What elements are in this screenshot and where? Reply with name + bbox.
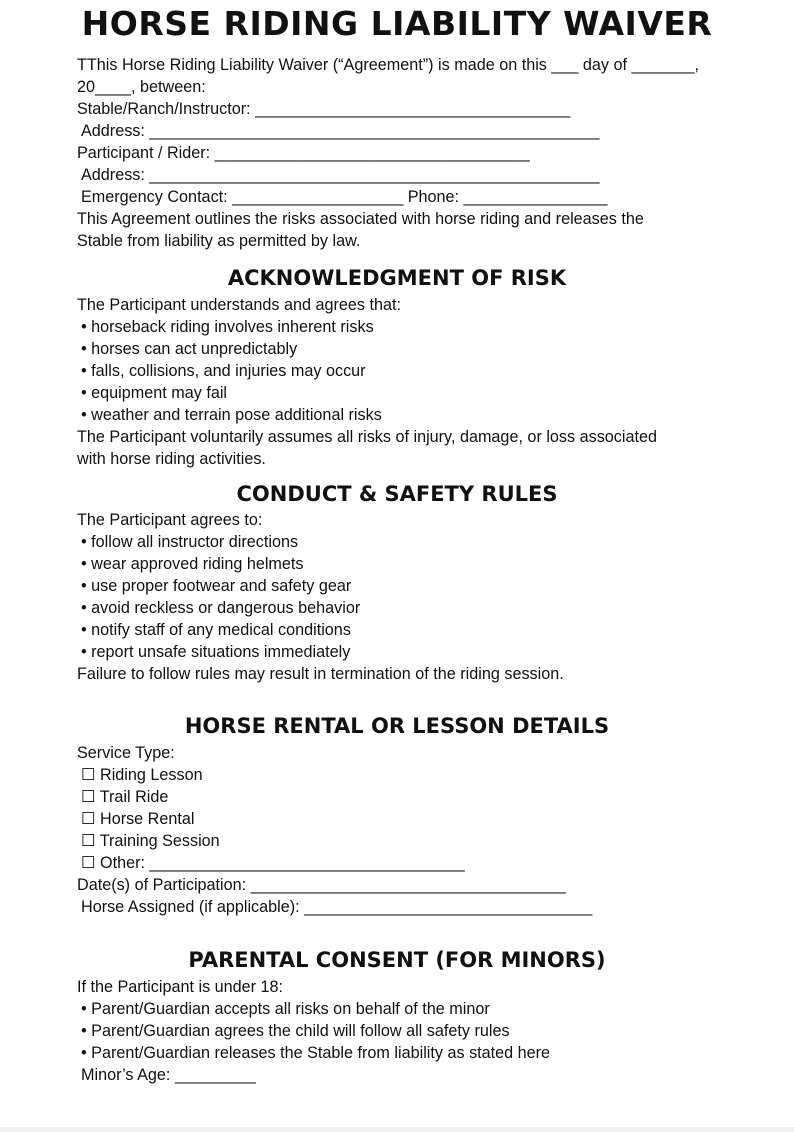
risk-item: • falls, collisions, and injuries may occur <box>81 362 366 380</box>
parental-item: • Parent/Guardian releases the Stable from liability as stated here <box>81 1044 551 1062</box>
intro-summary-line-1: This Agreement outlines the risks associated with horse riding and releases the <box>77 210 644 228</box>
risk-lead: The Participant understands and agrees that: <box>77 296 401 314</box>
stable-field: Stable/Ranch/Instructor: ___________________________________ <box>77 100 571 118</box>
intro-line-2: 20____, between: <box>77 78 206 96</box>
parental-item: • Parent/Guardian accepts all risks on behalf of the minor <box>81 1000 490 1018</box>
conduct-item: • report unsafe situations immediately <box>81 643 351 661</box>
participation-dates-field: Date(s) of Participation: ___________________________________ <box>77 876 566 894</box>
service-option-training-session: ☐ Training Session <box>81 832 220 850</box>
page-bottom-edge <box>0 1127 794 1132</box>
service-option-other: ☐ Other: ___________________________________ <box>81 854 465 872</box>
parental-item: • Parent/Guardian agrees the child will follow all safety rules <box>81 1022 510 1040</box>
minor-age-field: Minor’s Age: _________ <box>81 1066 256 1084</box>
service-option-riding-lesson: ☐ Riding Lesson <box>81 766 203 784</box>
conduct-heading: CONDUCT & SAFETY RULES <box>236 482 558 506</box>
service-option-trail-ride: ☐ Trail Ride <box>81 788 169 806</box>
risk-item: • horses can act unpredictably <box>81 340 298 358</box>
conduct-item: • follow all instructor directions <box>81 533 299 551</box>
participant-address-field: Address: __________________________________________________ <box>81 166 600 184</box>
conduct-item: • wear approved riding helmets <box>81 555 304 573</box>
intro-line-1: TThis Horse Riding Liability Waiver (“Agreement”) is made on this ___ day of _______, <box>77 56 700 74</box>
participant-field: Participant / Rider: ___________________________________ <box>77 144 530 162</box>
stable-address-field: Address: __________________________________________________ <box>81 122 600 140</box>
rental-heading: HORSE RENTAL OR LESSON DETAILS <box>184 714 610 738</box>
intro-summary-line-2: Stable from liability as permitted by law. <box>77 232 361 250</box>
horse-assigned-field: Horse Assigned (if applicable): ________________________________ <box>81 898 593 916</box>
service-option-horse-rental: ☐ Horse Rental <box>81 810 195 828</box>
risk-item: • weather and terrain pose additional risks <box>81 406 382 424</box>
parental-heading: PARENTAL CONSENT (FOR MINORS) <box>188 948 606 972</box>
parental-lead: If the Participant is under 18: <box>77 978 284 996</box>
service-type-label: Service Type: <box>77 744 175 762</box>
document-title: HORSE RIDING LIABILITY WAIVER <box>81 4 713 43</box>
risk-item: • equipment may fail <box>81 384 228 402</box>
conduct-close: Failure to follow rules may result in termination of the riding session. <box>77 665 564 683</box>
risk-close-line-1: The Participant voluntarily assumes all risks of injury, damage, or loss associated <box>77 428 657 446</box>
conduct-item: • avoid reckless or dangerous behavior <box>81 599 361 617</box>
conduct-item: • notify staff of any medical conditions <box>81 621 351 639</box>
risk-item: • horseback riding involves inherent risks <box>81 318 374 336</box>
conduct-lead: The Participant agrees to: <box>77 511 263 529</box>
emergency-contact-field: Emergency Contact: ___________________ Phone: ________________ <box>81 188 608 206</box>
conduct-item: • use proper footwear and safety gear <box>81 577 352 595</box>
risk-heading: ACKNOWLEDGMENT OF RISK <box>227 266 567 290</box>
risk-close-line-2: with horse riding activities. <box>77 450 266 468</box>
